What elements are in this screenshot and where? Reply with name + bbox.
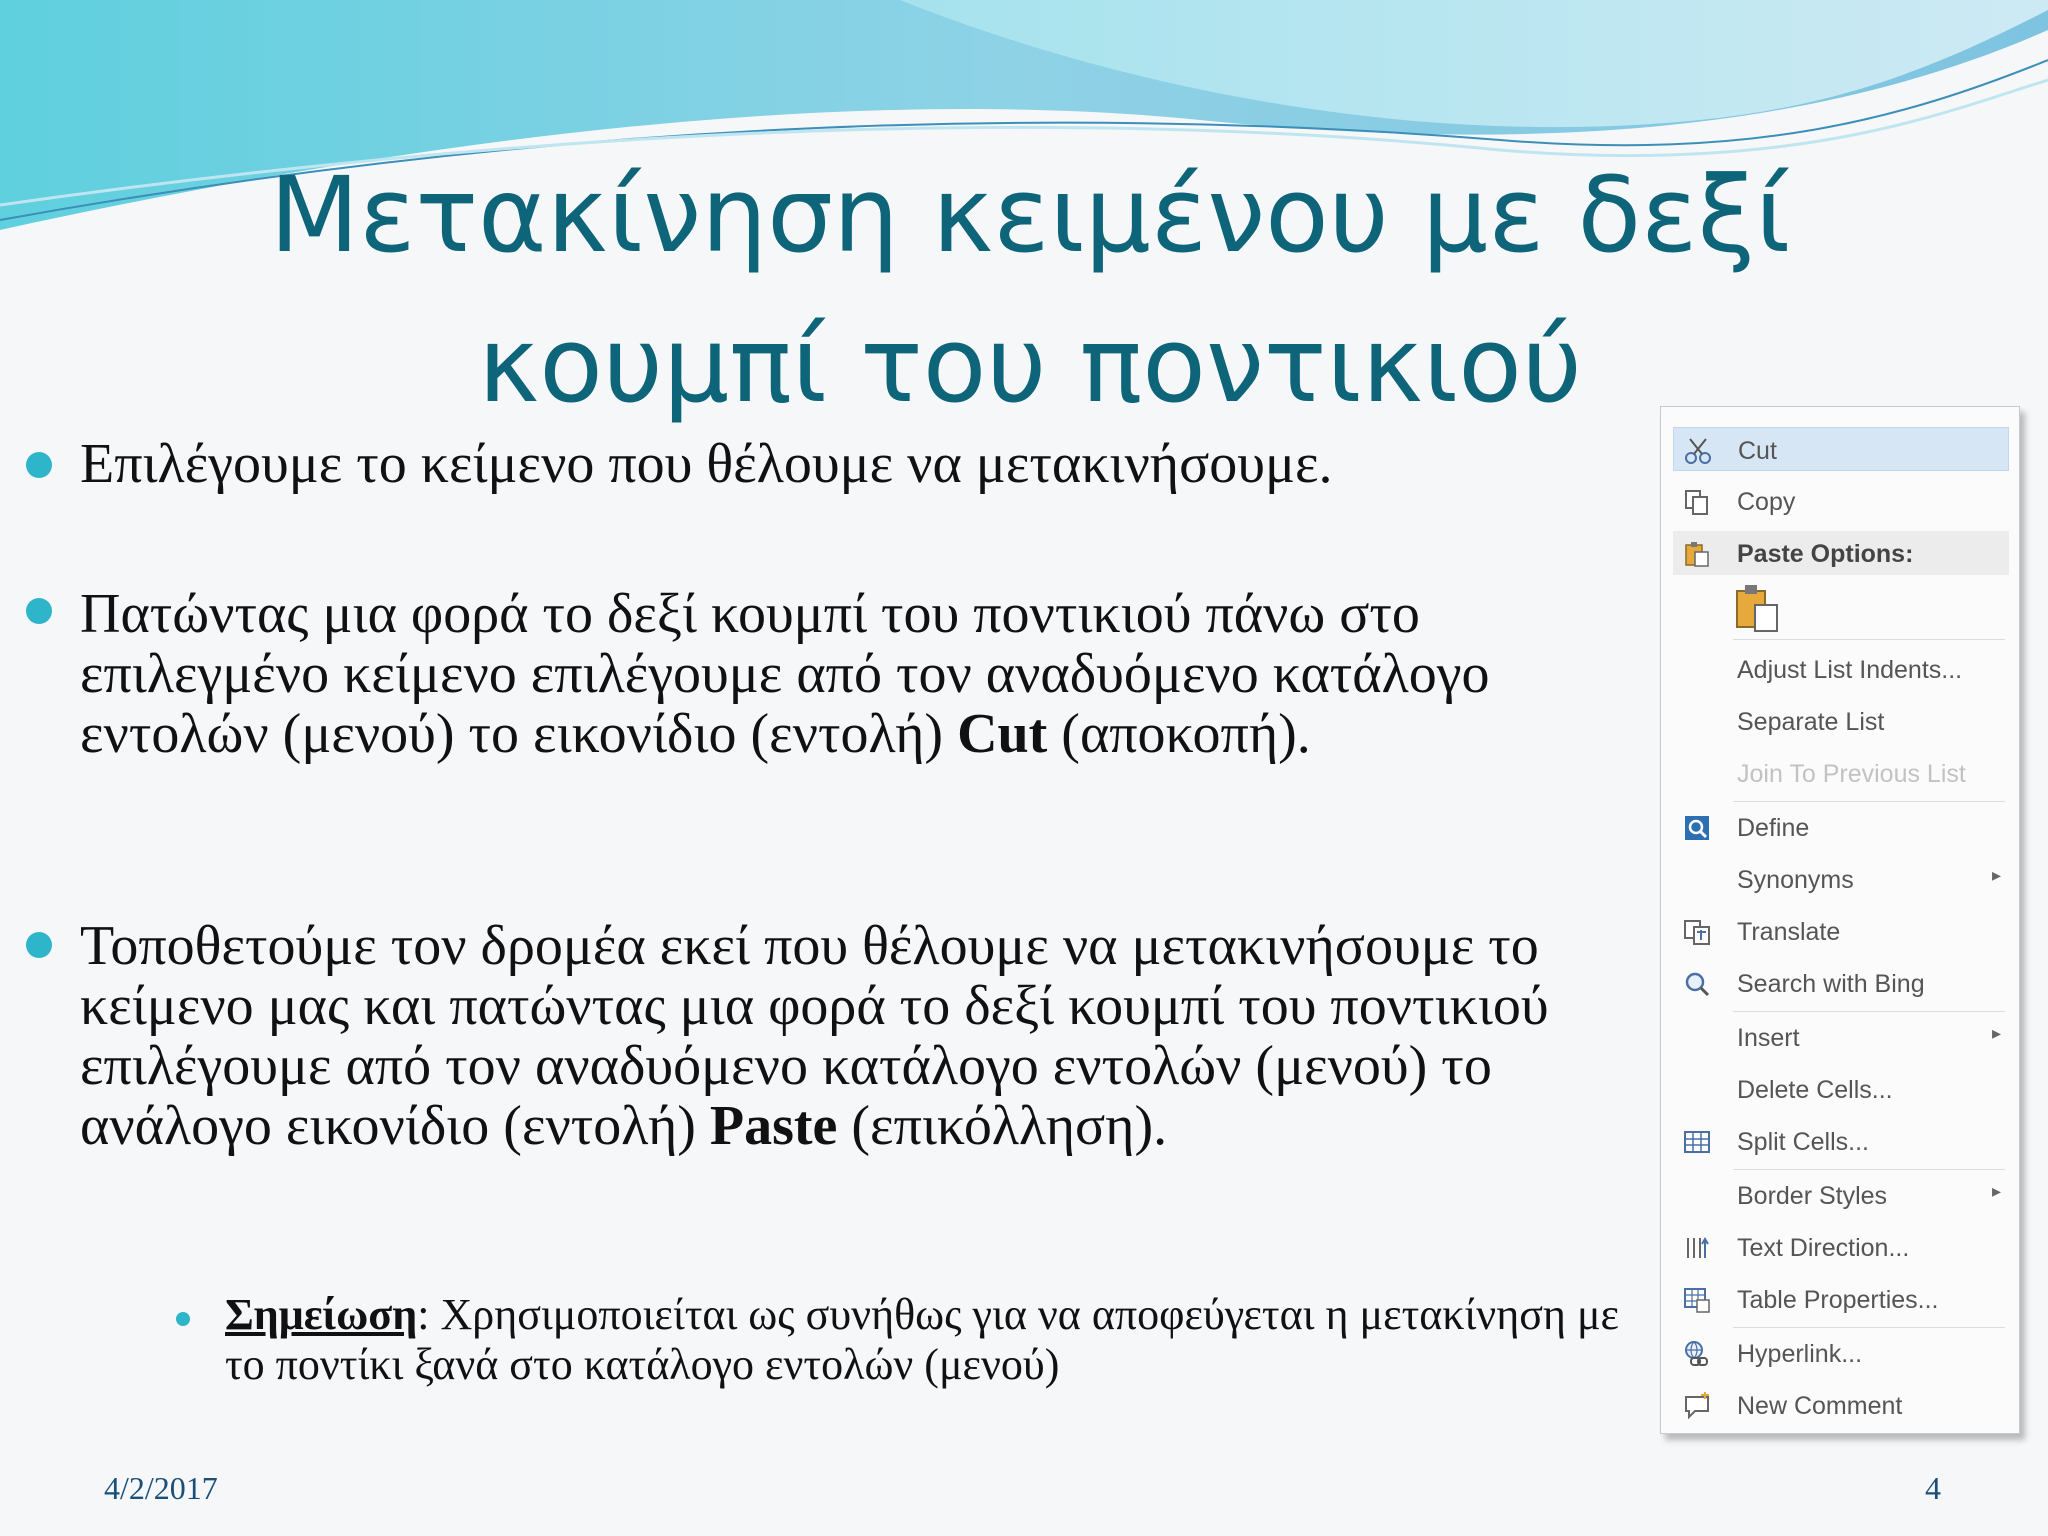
menu-item-cut[interactable] <box>1673 427 2009 471</box>
bullet-3-text: Τοποθετούμε τον δρομέα εκεί που θέλουμε να μετακινήσουμε το κείμενο μας και πατώντας μια φορά το δεξί κουμπί του ποντικιού επιλέγουμε από τον αναδυόμενο κατάλογο εντολών (μενού) το ανάλογο εικονίδιο (εντολή) <box>80 915 1549 1157</box>
menu-separator <box>1733 1011 2005 1012</box>
note-text: : Χρησιμοποιείται ως συνήθως για να αποφεύγεται η μετακίνηση με το ποντίκι ξανά στο κατάλογο εντολών (μενού) <box>225 1290 1620 1389</box>
menu-label: Cut <box>1738 437 1777 465</box>
bullet-marker <box>26 452 52 478</box>
menu-item-new-comment[interactable] <box>1673 1383 2009 1427</box>
note-label: Σημείωση <box>225 1290 418 1339</box>
menu-item-separate-list[interactable] <box>1673 699 2009 743</box>
note-bullet <box>225 1290 1625 1390</box>
menu-item-search-with-bing[interactable] <box>1673 961 2009 1005</box>
menu-label: Split Cells... <box>1737 1128 1869 1156</box>
menu-item-border-styles[interactable] <box>1673 1173 2009 1217</box>
table-properties-icon <box>1683 1286 1711 1314</box>
text-direction-icon <box>1683 1234 1711 1262</box>
clipboard-icon <box>1683 540 1711 568</box>
bullet-marker <box>26 598 52 624</box>
hyperlink-icon <box>1683 1340 1711 1368</box>
menu-label: Define <box>1737 814 1810 842</box>
split-cells-icon <box>1683 1128 1711 1156</box>
bullet-2-text: Πατώντας μια φορά το δεξί κουμπί του ποντικιού πάνω στο επιλεγμένο κείμενο επιλέγουμε από τον αναδυόμενο κατάλογο εντολών (μενού) το εικονίδιο (εντολή) <box>80 583 1490 765</box>
menu-label: Paste Options: <box>1737 540 1914 568</box>
menu-label: New Comment <box>1737 1392 1903 1420</box>
bullet-2-tail: (αποκοπή). <box>1061 703 1311 765</box>
submenu-arrow-icon: ▸ <box>1991 865 2001 885</box>
menu-label: Separate List <box>1737 708 1885 736</box>
menu-label: Search with Bing <box>1737 970 1925 998</box>
menu-separator <box>1733 1169 2005 1170</box>
slide-title <box>180 140 1880 440</box>
footer-date: 4/2/2017 <box>104 1470 218 1506</box>
context-menu <box>1660 406 2020 1434</box>
title-line-1: Μετακίνηση κειμένου με δεξί <box>269 154 1791 276</box>
scissors-icon <box>1684 437 1712 465</box>
menu-separator <box>1733 639 2005 640</box>
menu-label: Adjust List Indents... <box>1737 656 1963 684</box>
menu-item-text-direction[interactable] <box>1673 1225 2009 1269</box>
menu-item-delete-cells[interactable] <box>1673 1067 2009 1111</box>
translate-icon <box>1683 918 1711 946</box>
define-book-icon <box>1683 814 1711 842</box>
menu-item-adjust-list-indents[interactable] <box>1673 647 2009 691</box>
bullet-2 <box>80 584 1640 764</box>
menu-separator <box>1733 1327 2005 1328</box>
menu-item-table-properties[interactable] <box>1673 1277 2009 1321</box>
menu-item-insert[interactable] <box>1673 1015 2009 1059</box>
menu-label: Text Direction... <box>1737 1234 1910 1262</box>
menu-item-split-cells[interactable] <box>1673 1119 2009 1163</box>
menu-item-hyperlink[interactable] <box>1673 1331 2009 1375</box>
submenu-arrow-icon: ▸ <box>1991 1023 2001 1043</box>
bullet-3-paste-keyword: Paste <box>709 1095 838 1157</box>
menu-item-synonyms[interactable] <box>1673 857 2009 901</box>
bullet-3-tail: (επικόλληση). <box>851 1095 1168 1157</box>
menu-item-define[interactable] <box>1673 805 2009 849</box>
menu-label: Hyperlink... <box>1737 1340 1863 1368</box>
search-icon <box>1683 970 1711 998</box>
new-comment-icon <box>1683 1392 1711 1420</box>
menu-label: Border Styles <box>1737 1182 1888 1210</box>
menu-label: Table Properties... <box>1737 1286 1939 1314</box>
copy-icon <box>1683 488 1711 516</box>
bullet-1: Επιλέγουμε το κείμενο που θέλουμε να μετακινήσουμε. <box>80 433 1333 495</box>
menu-label: Insert <box>1737 1024 1800 1052</box>
menu-item-translate[interactable] <box>1673 909 2009 953</box>
menu-label: Synonyms <box>1737 866 1854 894</box>
bullet-2-cut-keyword: Cut <box>957 703 1048 765</box>
menu-label: Join To Previous List <box>1737 760 1966 788</box>
menu-item-copy[interactable] <box>1673 479 2009 523</box>
bullet-3 <box>80 916 1640 1156</box>
bullet-marker <box>26 932 52 958</box>
menu-label: Translate <box>1737 918 1841 946</box>
menu-header-paste-options <box>1673 531 2009 575</box>
menu-label: Delete Cells... <box>1737 1076 1893 1104</box>
menu-label: Copy <box>1737 488 1796 516</box>
submenu-arrow-icon: ▸ <box>1991 1181 2001 1201</box>
menu-separator <box>1733 801 2005 802</box>
sub-bullet-marker <box>176 1312 190 1326</box>
menu-item-join-to-previous-list <box>1673 751 2009 795</box>
page-number: 4 <box>1925 1470 1941 1506</box>
title-line-2: κουμπί του ποντικιού <box>477 304 1583 426</box>
paste-keep-formatting-icon[interactable] <box>1733 583 1781 635</box>
